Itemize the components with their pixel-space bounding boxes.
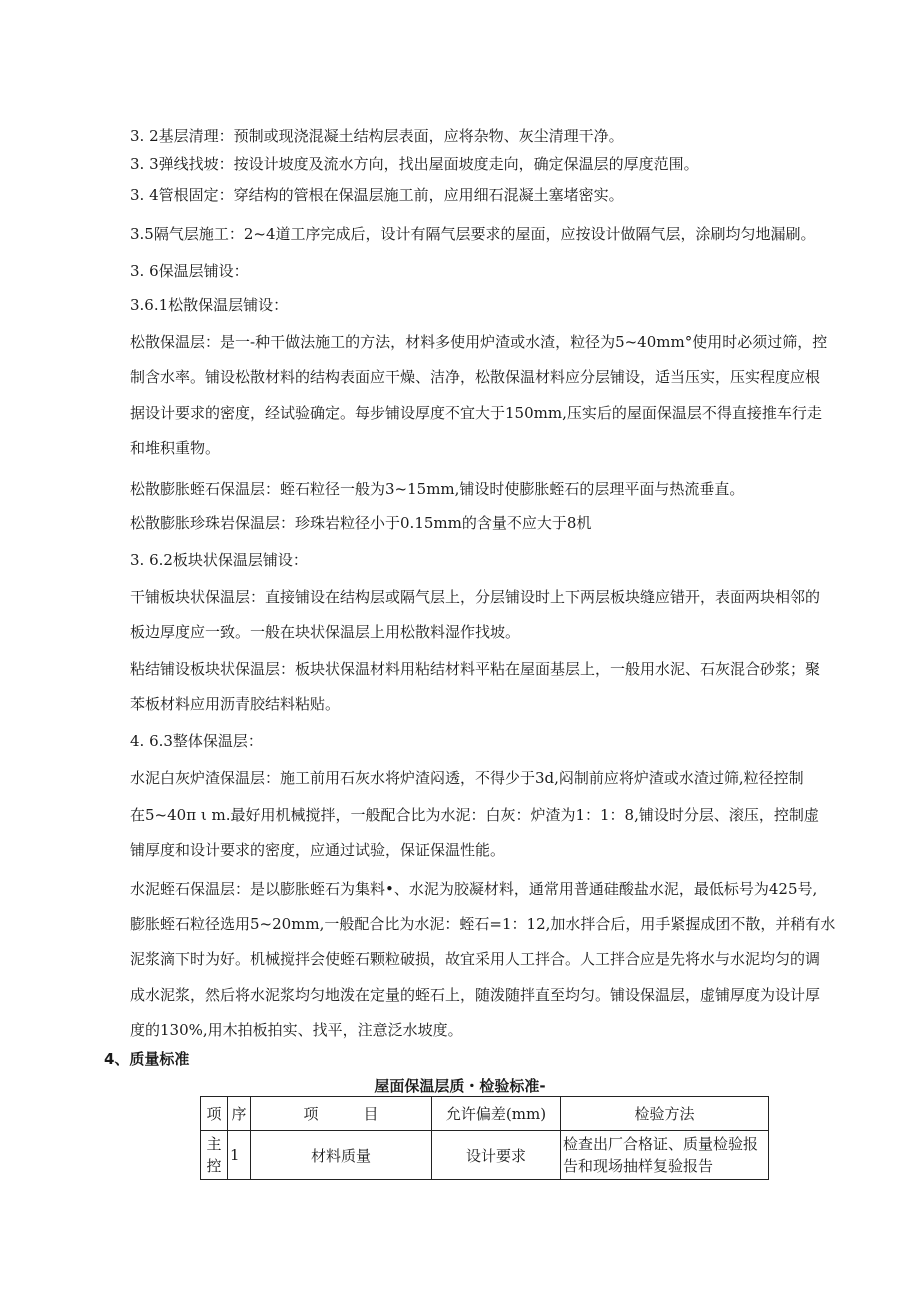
cell-category-line: 控 <box>206 1157 222 1175</box>
inspection-table <box>200 1096 769 1180</box>
section-heading: 4、质量标准 <box>104 1050 190 1068</box>
text-line: 膨胀蛭石粒径选用5~20mm,一般配合比为水泥：蛭石=1：12,加水拌合后，用手紧握成团不散，并稍有水 <box>130 915 836 933</box>
cell-tolerance: 设计要求 <box>432 1131 561 1180</box>
header-cell-item: 项 <box>201 1097 228 1131</box>
table-title: 屋面保温层质・检验标准- <box>374 1077 546 1095</box>
text-line: 泥浆滴下时为好。机械搅拌会使蛭石颗粒破损，故宜采用人工拌合。人工拌合应是先将水与水泥均匀的调 <box>130 950 821 968</box>
text-line: 松散膨胀蛭石保温层：蛭石粒径一般为3~15mm,铺设时使膨胀蛭石的层理平面与热流垂直。 <box>130 480 745 498</box>
paragraph-3-6-1: 3.6.1松散保温层铺设： <box>130 296 289 314</box>
text-line: 据设计要求的密度，经试验确定。每步铺设厚度不宜大于150mm,压实后的屋面保温层不得直接推车行走 <box>130 404 822 422</box>
cell-seq: 1 <box>228 1131 251 1180</box>
paragraph-4-6-3: 4. 6.3整体保温层： <box>130 732 263 750</box>
text-line: 铺厚度和设计要求的密度，应通过试验，保证保温性能。 <box>130 841 506 859</box>
paragraph-3-2: 3. 2基层清理：预制或现浇混凝土结构层表面，应将杂物、灰尘清理干净。 <box>130 127 624 145</box>
header-cell-tolerance: 允许偏差(mm) <box>432 1097 561 1131</box>
header-cell-method: 检验方法 <box>561 1097 769 1131</box>
text-line: 松散保温层：是一-种干做法施工的方法，材料多使用炉渣或水渣，粒径为5~40mm°使用时必须过筛，控 <box>130 333 828 351</box>
text-line: 在5~40π ι m.最好用机械搅拌，一般配合比为水泥：白灰：炉渣为1：1：8,铺设时分层、滚压，控制虚 <box>130 806 819 824</box>
cell-method <box>561 1131 769 1180</box>
text-line: 和堆积重物。 <box>130 439 221 457</box>
text-line: 制含水率。铺设松散材料的结构表面应干燥、洁净，松散保温材料应分层铺设，适当压实，压实程度应根 <box>130 368 821 386</box>
text-line: 板边厚度应一致。一般在块状保温层上用松散料湿作找坡。 <box>130 623 521 641</box>
cell-category <box>201 1131 228 1180</box>
text-line: 松散膨胀珍珠岩保温层：珍珠岩粒径小于0.15mm的含量不应大于8机 <box>130 514 592 532</box>
text-line: 度的130%,用木拍板拍实、找平，注意泛水坡度。 <box>130 1021 463 1039</box>
paragraph-3-4: 3. 4管根固定：穿结构的管根在保温层施工前，应用细石混凝土塞堵密实。 <box>130 186 624 204</box>
paragraph-3-6: 3. 6保温层铺设： <box>130 262 249 280</box>
cell-category-line: 主 <box>206 1135 222 1153</box>
table-header-row <box>201 1097 769 1131</box>
paragraph-3-3: 3. 3弹线找坡：按设计坡度及流水方向，找出屋面坡度走向，确定保温层的厚度范围。 <box>130 155 699 173</box>
text-line: 水泥蛭石保温层：是以膨胀蛭石为集料•、水泥为胶凝材料，通常用普通硅酸盐水泥，最低标号为425号, <box>130 880 818 898</box>
header-cell-project: 项 目 <box>251 1097 432 1131</box>
cell-project: 材料质量 <box>251 1131 432 1180</box>
header-cell-seq: 序 <box>228 1097 251 1131</box>
cell-method-line: 告和现场抽样复验报告 <box>563 1157 714 1175</box>
text-line: 水泥白灰炉渣保温层：施工前用石灰水将炉渣闷透，不得少于3d,闷制前应将炉渣或水渣过筛,粒径控制 <box>130 769 804 787</box>
text-line: 成水泥浆，然后将水泥浆均匀地泼在定量的蛭石上，随泼随拌直至均匀。铺设保温层，虚铺厚度为设计厚 <box>130 986 821 1004</box>
text-line: 干铺板块状保温层：直接铺设在结构层或隔气层上，分层铺设时上下两层板块缝应错开，表面两块相邻的 <box>130 588 821 606</box>
paragraph-3-5: 3.5隔气层施工：2~4道工序完成后，设计有隔气层要求的屋面，应按设计做隔气层，涂刷均匀地漏刷。 <box>130 225 816 243</box>
text-line: 苯板材料应用沥青胶结料粘贴。 <box>130 695 341 713</box>
paragraph-3-6-2: 3. 6.2板块状保温层铺设： <box>130 551 308 569</box>
cell-method-line: 检查出厂合格证、质量检验报 <box>563 1135 759 1153</box>
table-row <box>201 1131 769 1180</box>
text-line: 粘结铺设板块状保温层：板块状保温材料用粘结材料平粘在屋面基层上，一般用水泥、石灰混合砂浆；聚 <box>130 660 821 678</box>
